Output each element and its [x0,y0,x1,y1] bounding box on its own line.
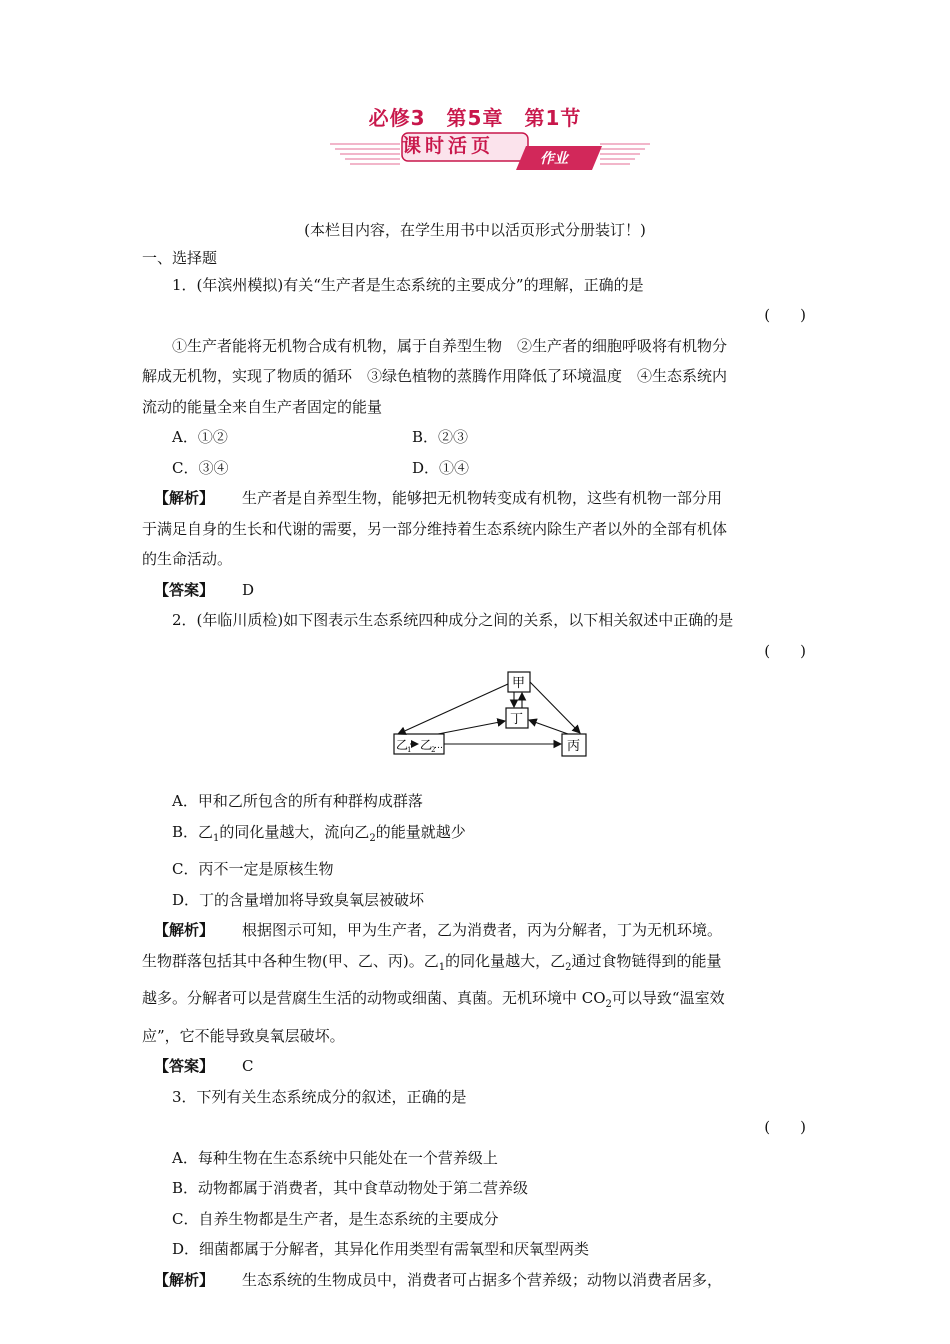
label-bing: 丙 [567,739,581,754]
q3-analysis-line1 [154,1265,808,1296]
arrow-jia-yi [398,684,508,734]
q1-option-a: A．①② [172,428,228,446]
q2-option-c: C．丙不一定是原核生物 [172,860,334,878]
content [142,215,808,1295]
ecosystem-diagram-svg [172,670,808,786]
q3-option-c: C．自养生物都是生产者，是生态系统的主要成分 [172,1209,499,1228]
q2-analysis-l2-pre: 生物群落包括其中各种生物(甲、乙、丙)。乙 [142,951,439,970]
q2-option-b-post: 的能量就越少 [375,822,466,841]
q1-option-d: D．①④ [412,458,470,477]
binding-note: (本栏目内容，在学生用书中以活页形式分册装订！) [304,221,646,239]
q3-option-a: A．每种生物在生态系统中只能处在一个营养级上 [172,1148,498,1167]
label-yi1-sub: 1 [407,746,412,754]
label-yi1: 乙 [396,738,409,752]
q2-analysis-l2-sub1: 1 [438,961,446,973]
banner-tag: 作业 [540,151,568,167]
q1-answer-label: 【答案】 [154,580,215,599]
q1-options-row1 [172,422,808,453]
q1-answer: D [242,580,255,599]
label-jia: 甲 [512,676,526,691]
q1-analysis-line3: 的生命活动。 [142,550,233,568]
q2-analysis-line4: 应”，它不能导致臭氧层破坏。 [142,1026,345,1045]
q1-option-b: B．②③ [412,428,469,446]
q2-analysis-l3-post: 可以导致“温室效 [611,989,725,1007]
q2-analysis-label: 【解析】 [154,921,215,939]
q1-analysis-text1: 生产者是自养型生物，能够把无机物转变成有机物，这些有机物一部分用 [242,489,723,507]
q2-stem: 2．(年临川质检)如下图表示生态系统四种成分之间的关系，以下相关叙述中正确的是 [172,611,734,629]
q3-bracket: ( ) [764,1118,806,1136]
q2-option-b-sub1: 1 [213,832,220,844]
q2-analysis-line1 [154,915,808,946]
q2-analysis-l3-pre: 越多。分解者可以是营腐生生活的动物或细菌、真菌。无机环境中 CO [142,989,606,1007]
label-ding: 丁 [510,712,524,727]
q1-options-row2 [172,453,808,484]
q2-answer-label: 【答案】 [154,1057,215,1075]
q1-stem: 1．(年滨州模拟)有关“生产者是生态系统的主要成分”的理解，正确的是 [172,275,644,294]
q2-option-b-pre: B．乙 [172,822,214,841]
q2-option-b-sub2: 2 [369,832,376,844]
section-heading: 一、选择题 [142,248,218,267]
label-dots: … [434,741,443,751]
label-yi2-sub: 2 [431,746,436,754]
arrow-bing-ding [529,720,568,734]
q1-answer-line [154,575,808,606]
q2-analysis-text1: 根据图示可知，甲为生产者，乙为消费者，丙为分解者，丁为无机环境。 [242,921,723,939]
banner-title: 课时活页 [402,135,495,157]
chapter-title: 必修3 第5章 第1节 [368,106,582,130]
q3-analysis-label: 【解析】 [154,1270,215,1289]
ecosystem-diagram [172,670,808,786]
label-yi2: 乙 [420,738,433,752]
banner-decoration [330,130,660,176]
q2-bracket: ( ) [764,641,806,660]
q3-stem: 3．下列有关生态系统成分的叙述，正确的是 [172,1087,467,1106]
q3-option-d: D．细菌都属于分解者，其异化作用类型有需氧型和厌氧型两类 [172,1240,590,1258]
q2-analysis-l2-mid: 的同化量越大，乙 [445,951,566,970]
q2-analysis-l3-sub: 2 [605,999,612,1010]
q3-option-b: B．动物都属于消费者，其中食草动物处于第二营养级 [172,1179,529,1197]
q1-analysis-line1 [154,483,808,514]
q1-body-line2: 解成无机物，实现了物质的循环 ③绿色植物的蒸腾作用降低了环境温度 ④生态系统内 [142,367,728,385]
q1-bracket: ( ) [764,306,806,324]
arrow-yi-ding [438,721,505,734]
arrow-jia-bing [530,682,580,733]
q3-analysis-text1: 生态系统的生物成员中，消费者可占据多个营养级；动物以消费者居多， [242,1270,723,1289]
q1-analysis-line2: 于满足自身的生长和代谢的需要，另一部分维持着生态系统内除生产者以外的全部有机体 [142,519,728,538]
q2-answer-line [154,1051,808,1082]
q1-body-line3: 流动的能量全来自生产者固定的能量 [142,397,383,416]
q2-answer: C [242,1057,254,1075]
q2-option-b-mid: 的同化量越大，流向乙 [219,822,370,841]
q2-option-a: A．甲和乙所包含的所有种群构成群落 [172,792,423,810]
q2-analysis-l2-sub2: 2 [565,961,572,973]
q1-option-c: C．③④ [172,458,229,477]
q1-body-line1: ①生产者能将无机物合成有机物，属于自养型生物 ②生产者的细胞呼吸将有机物分 [172,336,728,355]
q2-analysis-l2-post: 通过食物链得到的能量 [571,951,722,970]
q2-analysis-line2 [142,946,808,984]
q2-option-d: D．丁的含量增加将导致臭氧层被破坏 [172,890,425,909]
q1-analysis-label: 【解析】 [154,489,215,507]
q2-option-b [172,817,808,855]
q2-analysis-line3 [142,983,808,1021]
